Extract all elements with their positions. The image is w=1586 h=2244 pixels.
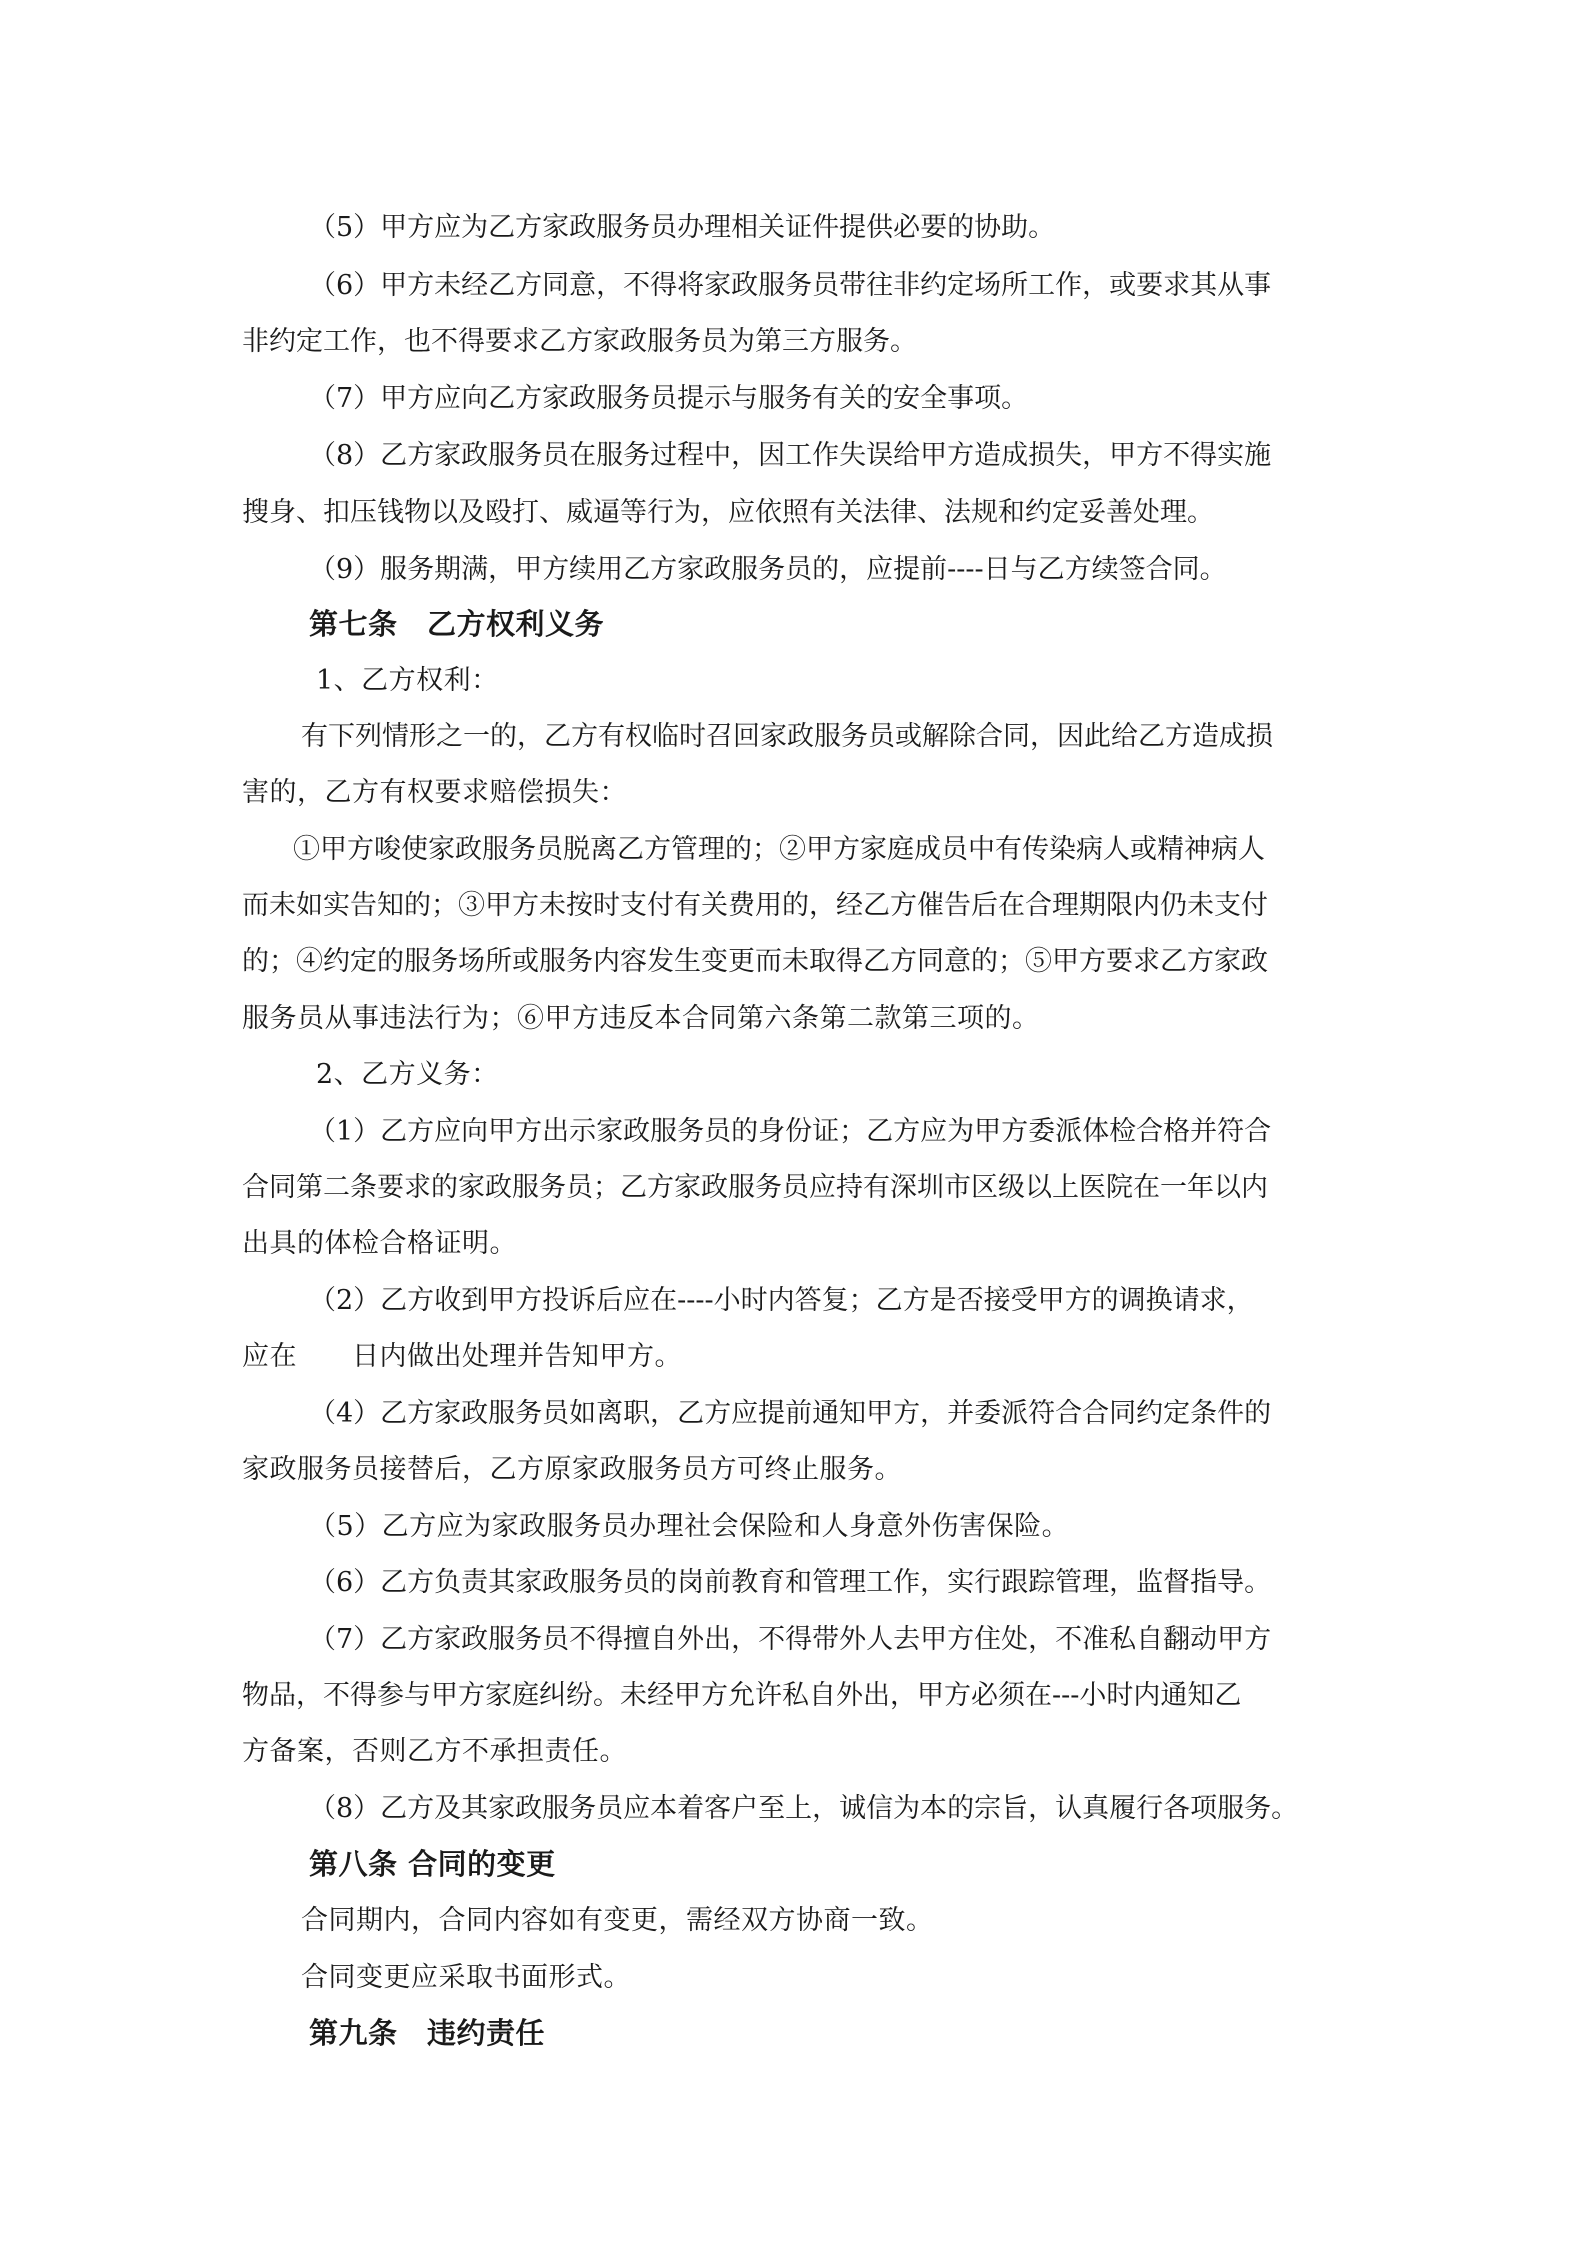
article-8-heading: 第八条 合同的变更 — [309, 1847, 556, 1881]
paragraph-line: （2）乙方收到甲方投诉后应在----小时内答复；乙方是否接受甲方的调换请求， — [309, 1285, 1254, 1316]
paragraph-line: 出具的体检合格证明。 — [242, 1228, 517, 1259]
paragraph-line: 非约定工作，也不得要求乙方家政服务员为第三方服务。 — [242, 326, 917, 357]
paragraph-line: 而未如实告知的；③甲方未按时支付有关费用的，经乙方催告后在合理期限内仍未支付 — [242, 890, 1268, 921]
paragraph-line: （6）乙方负责其家政服务员的岗前教育和管理工作，实行跟踪管理，监督指导。 — [309, 1567, 1272, 1598]
paragraph-line: （9）服务期满，甲方续用乙方家政服务员的，应提前----日与乙方续签合同。 — [309, 554, 1227, 585]
paragraph-line: （5）乙方应为家政服务员办理社会保险和人身意外伤害保险。 — [309, 1511, 1070, 1542]
paragraph-line: （7）乙方家政服务员不得擅自外出，不得带外人去甲方住处，不准私自翻动甲方 — [309, 1624, 1272, 1655]
paragraph-line: 家政服务员接替后，乙方原家政服务员方可终止服务。 — [242, 1454, 902, 1485]
article-7-heading: 第七条 乙方权利义务 — [309, 607, 605, 641]
paragraph-line: ①甲方唆使家政服务员脱离乙方管理的；②甲方家庭成员中有传染病人或精神病人 — [293, 834, 1265, 865]
paragraph-line: 合同期内，合同内容如有变更，需经双方协商一致。 — [301, 1905, 934, 1936]
paragraph-line: 服务员从事违法行为；⑥甲方违反本合同第六条第二款第三项的。 — [242, 1003, 1040, 1034]
paragraph-line: 合同第二条要求的家政服务员；乙方家政服务员应持有深圳市区级以上医院在一年以内 — [242, 1172, 1268, 1203]
subsection-heading: 1、乙方权利： — [316, 665, 499, 696]
paragraph-line: 方备案，否则乙方不承担责任。 — [242, 1736, 627, 1767]
paragraph-line: （5）甲方应为乙方家政服务员办理相关证件提供必要的协助。 — [309, 212, 1056, 243]
paragraph-line: （8）乙方及其家政服务员应本着客户至上，诚信为本的宗旨，认真履行各项服务。 — [309, 1793, 1299, 1824]
paragraph-line: 害的，乙方有权要求赔偿损失： — [242, 777, 627, 808]
paragraph-line: （4）乙方家政服务员如离职，乙方应提前通知甲方，并委派符合合同约定条件的 — [309, 1398, 1272, 1429]
paragraph-line: 搜身、扣压钱物以及殴打、威逼等行为，应依照有关法律、法规和约定妥善处理。 — [242, 497, 1214, 528]
paragraph-line: 合同变更应采取书面形式。 — [301, 1962, 631, 1993]
paragraph-line: （1）乙方应向甲方出示家政服务员的身份证；乙方应为甲方委派体检合格并符合 — [309, 1116, 1272, 1147]
subsection-heading: 2、乙方义务： — [316, 1059, 499, 1090]
paragraph-line: 应在 日内做出处理并告知甲方。 — [242, 1341, 682, 1372]
paragraph-line: 物品，不得参与甲方家庭纠纷。未经甲方允许私自外出，甲方必须在---小时内通知乙 — [242, 1680, 1242, 1711]
paragraph-line: （8）乙方家政服务员在服务过程中，因工作失误给甲方造成损失，甲方不得实施 — [309, 440, 1272, 471]
paragraph-line: 有下列情形之一的，乙方有权临时召回家政服务员或解除合同，因此给乙方造成损 — [301, 721, 1273, 752]
article-9-heading: 第九条 违约责任 — [309, 2016, 546, 2050]
paragraph-line: （7）甲方应向乙方家政服务员提示与服务有关的安全事项。 — [309, 383, 1029, 414]
paragraph-line: （6）甲方未经乙方同意，不得将家政服务员带往非约定场所工作，或要求其从事 — [309, 270, 1272, 301]
paragraph-line: 的；④约定的服务场所或服务内容发生变更而未取得乙方同意的；⑤甲方要求乙方家政 — [242, 946, 1268, 977]
